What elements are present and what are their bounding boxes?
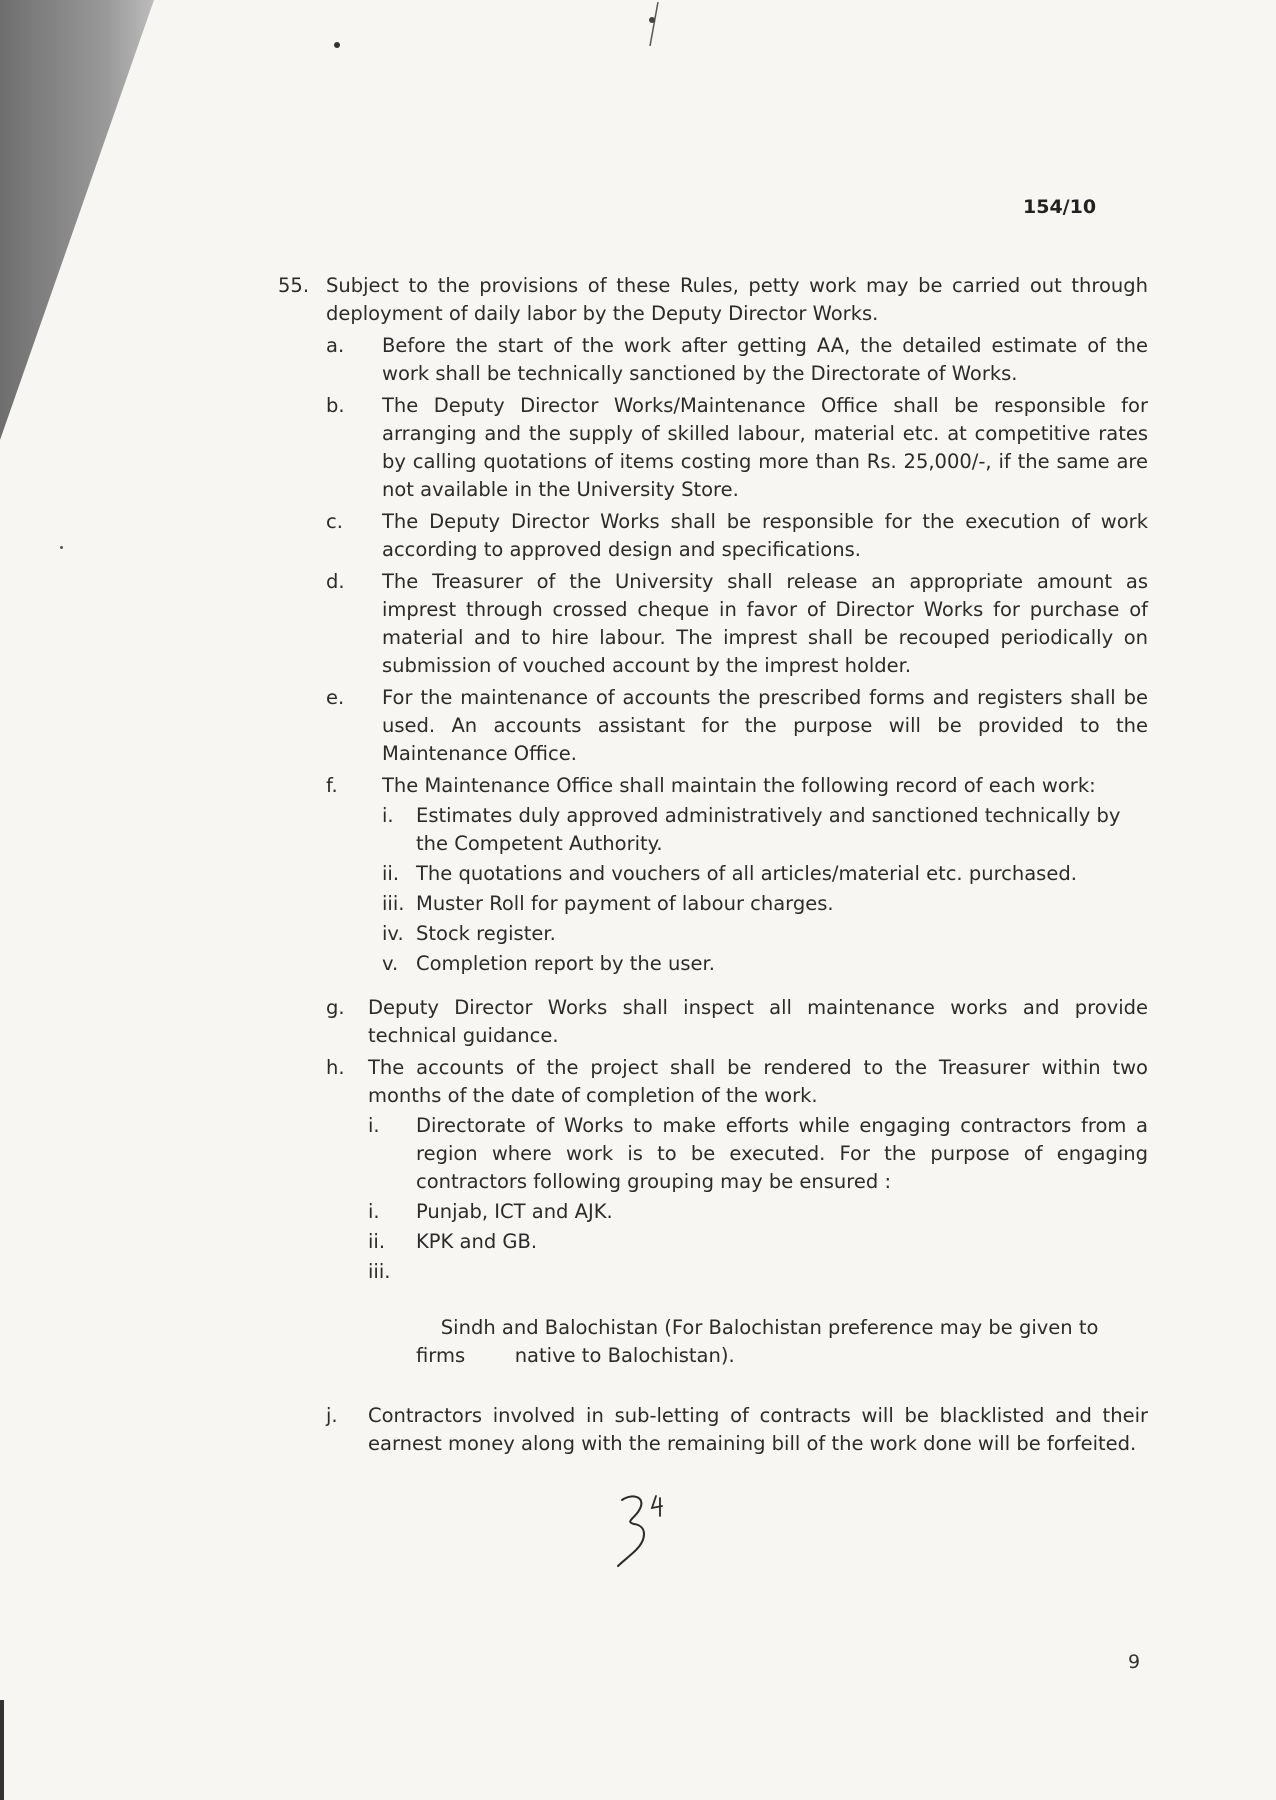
item-text: Punjab, ICT and AJK. xyxy=(416,1200,613,1223)
rule-55-section xyxy=(278,272,1148,1458)
item-text: The Maintenance Office shall maintain the following record of each work: xyxy=(382,774,1096,797)
item-text: Stock register. xyxy=(416,922,556,945)
item-text: Muster Roll for payment of labour charges. xyxy=(416,892,834,915)
item-marker: i. xyxy=(382,804,394,827)
h-subitem-group-2 xyxy=(278,1228,1148,1256)
item-marker: d. xyxy=(326,570,345,593)
f-subitem-v xyxy=(278,950,1148,978)
item-marker: iii. xyxy=(368,1260,391,1283)
item-text: The quotations and vouchers of all articles/material etc. purchased. xyxy=(416,862,1077,885)
item-marker: b. xyxy=(326,394,345,417)
item-text: Completion report by the user. xyxy=(416,952,715,975)
item-marker: j. xyxy=(326,1404,338,1427)
item-text: KPK and GB. xyxy=(416,1230,538,1253)
scan-speck xyxy=(334,42,340,48)
item-text: Contractors involved in sub-letting of contracts will be blacklisted and their earnest money along with the remaining bill of the work done will be forfeited. xyxy=(368,1404,1148,1455)
h-subitem-group-3 xyxy=(278,1258,1148,1398)
list-item-e xyxy=(278,684,1148,768)
item-text: The Treasurer of the University shall release an appropriate amount as imprest through crossed cheque in favor of Director Works for purchase of material and to hire labour. The imprest shall be recouped periodically on submission of vouched account by the imprest holder. xyxy=(382,570,1148,677)
rule-55 xyxy=(278,272,1148,328)
item-text: Before the start of the work after getting AA, the detailed estimate of the work shall be technically sanctioned by the Directorate of Works. xyxy=(382,334,1148,385)
list-item-g xyxy=(278,994,1148,1050)
page-reference: 154/10 xyxy=(1023,196,1097,218)
rule-number: 55. xyxy=(278,274,310,297)
item-marker: a. xyxy=(326,334,345,357)
page-number: 9 xyxy=(1128,1651,1141,1673)
list-item-f xyxy=(278,772,1148,800)
scan-speck xyxy=(60,546,63,549)
item-text: Directorate of Works to make efforts while engaging contractors from a region where work is to be executed. For the purpose of engaging contractors following grouping may be ensured : xyxy=(416,1114,1148,1193)
f-subitem-iii xyxy=(278,890,1148,918)
item-marker: ii. xyxy=(368,1230,386,1253)
item-marker: c. xyxy=(326,510,343,533)
f-subitem-iv xyxy=(278,920,1148,948)
h-subitem-group-1 xyxy=(278,1198,1148,1226)
item-marker: i. xyxy=(368,1200,380,1223)
item-marker: i. xyxy=(368,1114,380,1137)
item-marker: iv. xyxy=(382,922,404,945)
list-item-d xyxy=(278,568,1148,680)
list-item-b xyxy=(278,392,1148,504)
list-item-a xyxy=(278,332,1148,388)
item-text: For the maintenance of accounts the prescribed forms and registers shall be used. An accounts assistant for the purpose will be provided to the Maintenance Office. xyxy=(382,686,1148,765)
item-marker: g. xyxy=(326,996,345,1019)
item-marker: h. xyxy=(326,1056,345,1079)
item-marker: v. xyxy=(382,952,399,975)
item-text: The Deputy Director Works shall be responsible for the execution of work according to approved design and specifications. xyxy=(382,510,1148,561)
item-text: The Deputy Director Works/Maintenance Office shall be responsible for arranging and the supply of skilled labour, material etc. at competitive rates by calling quotations of items costing more than Rs. 25,000/-, if the same are not available in the University Store. xyxy=(382,394,1148,501)
rule-text: Subject to the provisions of these Rules, petty work may be carried out through deployment of daily labor by the Deputy Director Works. xyxy=(326,274,1148,325)
tick-mark xyxy=(640,0,670,50)
item-marker: iii. xyxy=(382,892,405,915)
item-text: Estimates duly approved administratively and sanctioned technically by the Competent Authority. xyxy=(416,804,1121,855)
list-item-j xyxy=(278,1402,1148,1458)
item-marker: ii. xyxy=(382,862,400,885)
handwritten-initials xyxy=(612,1490,682,1570)
item-marker: e. xyxy=(326,686,345,709)
item-text: Deputy Director Works shall inspect all maintenance works and provide technical guidance. xyxy=(368,996,1148,1047)
h-subitem-i xyxy=(278,1112,1148,1196)
list-item-h xyxy=(278,1054,1148,1110)
scan-edge-shadow xyxy=(0,0,160,1800)
f-subitem-i xyxy=(278,802,1148,858)
item-text: The accounts of the project shall be rendered to the Treasurer within two months of the date of completion of the work. xyxy=(368,1056,1148,1107)
list-item-c xyxy=(278,508,1148,564)
item-marker: f. xyxy=(326,774,338,797)
f-subitem-ii xyxy=(278,860,1148,888)
item-text: Sindh and Balochistan (For Balochistan preference may be given to firms native to Balochistan). xyxy=(416,1316,1105,1367)
